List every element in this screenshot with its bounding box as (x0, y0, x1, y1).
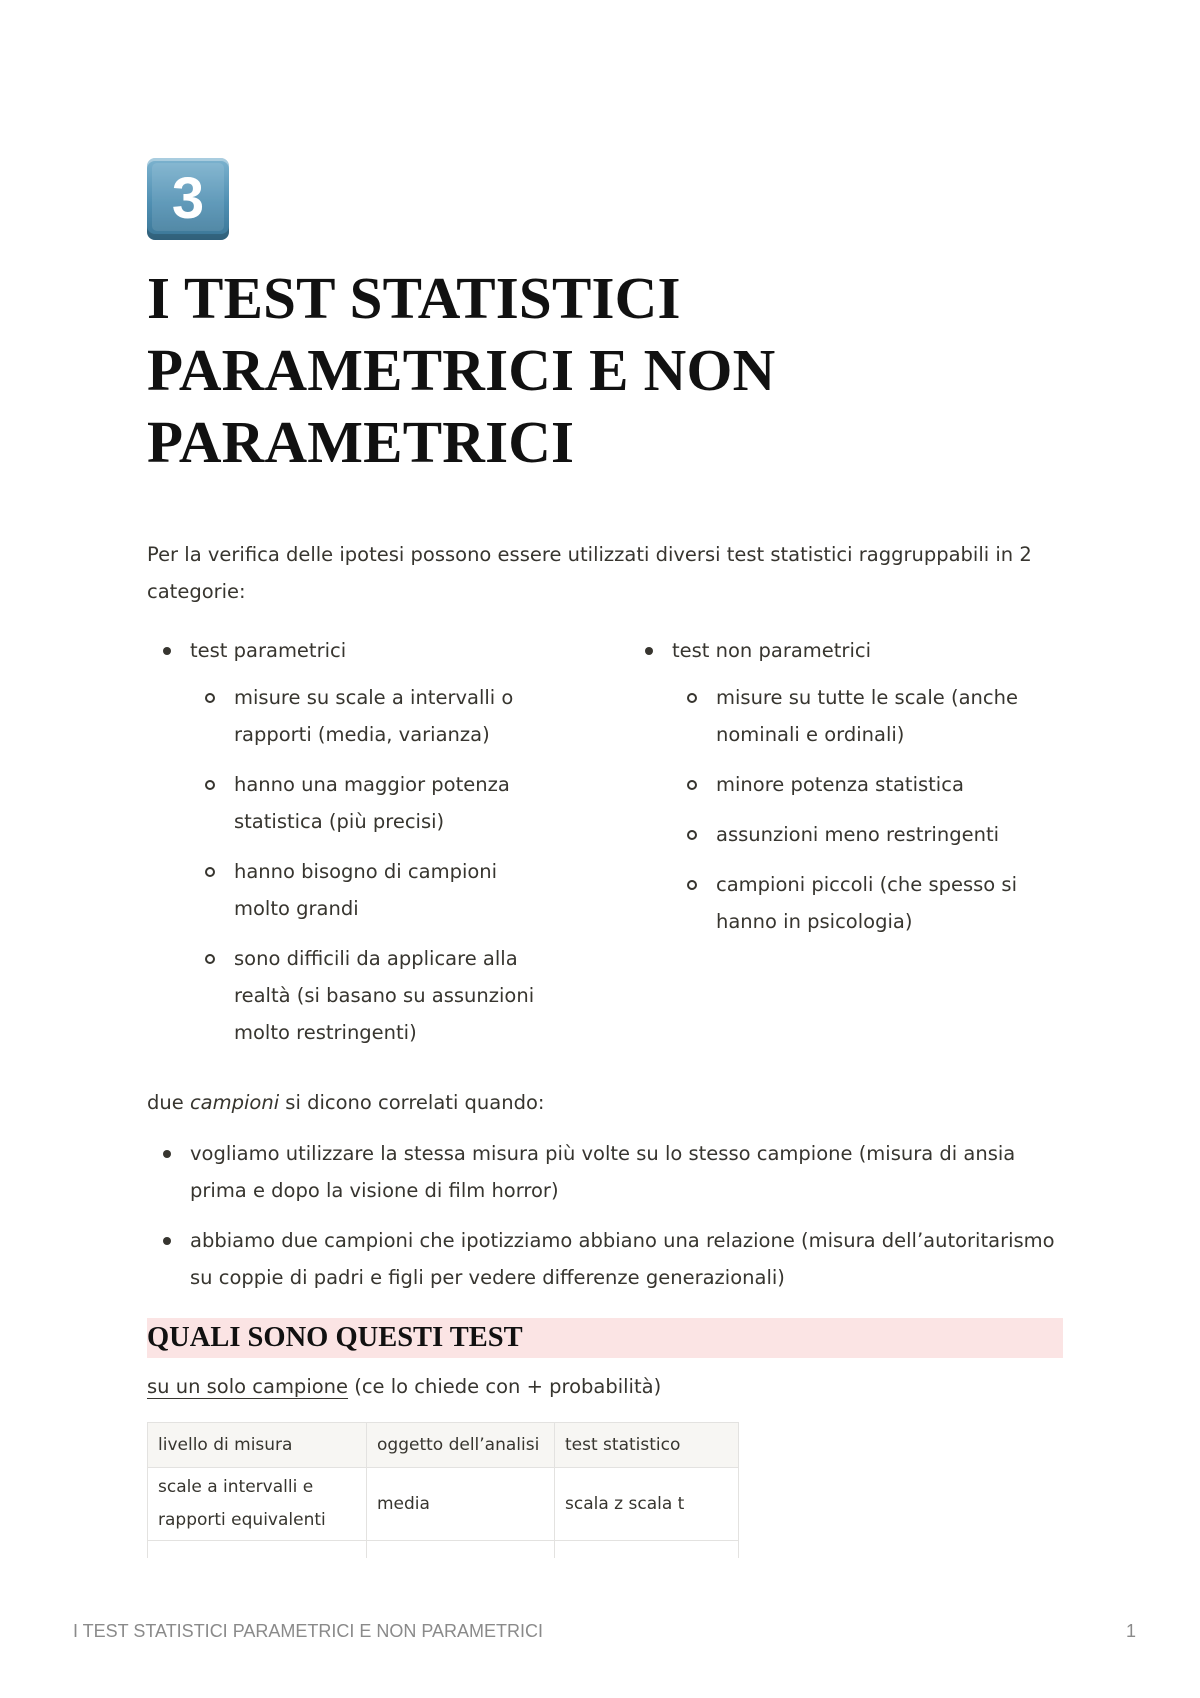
sublist-item (190, 766, 559, 840)
table-cell: media (367, 1468, 555, 1541)
sublist-item-text: misure su scale a intervalli o rapporti (media, varianza) (234, 686, 514, 746)
sublist-item-text: assunzioni meno restringenti (716, 823, 1000, 846)
table-row-continued (148, 1541, 739, 1559)
underlined-text: su un solo campione (147, 1375, 349, 1398)
list-item-text: abbiamo due campioni che ipotizziamo abbiano una relazione (misura dell’autoritarismo su coppie di padri e figli per vedere differenze generazionali) (190, 1229, 1055, 1289)
table-header-row (148, 1423, 739, 1468)
column-non-parametric (629, 632, 1063, 1064)
sublist-item-text: campioni piccoli (che spesso si hanno in psicologia) (716, 873, 1018, 933)
list-item (147, 1222, 1063, 1296)
text-segment: due (147, 1091, 190, 1114)
table-header-cell: test statistico (555, 1423, 739, 1468)
sublist-item (672, 866, 1036, 940)
correlated-samples-paragraph (147, 1084, 1063, 1121)
two-column-list (147, 632, 1063, 1064)
footer-page-number: 1 (1125, 1621, 1136, 1641)
text-segment: si dicono correlati quando: (279, 1091, 545, 1114)
bullet-icon (163, 1237, 171, 1245)
list-item-parametric (147, 632, 629, 1051)
title-line-1: I TEST STATISTICI (147, 265, 681, 331)
sublist-item (190, 679, 559, 753)
bullet-icon (163, 647, 171, 655)
page-title (147, 262, 1063, 478)
sublist-item-text: hanno bisogno di campioni molto grandi (234, 860, 498, 920)
sublist-item-text: minore potenza statistica (716, 773, 964, 796)
hollow-bullet-icon (687, 780, 697, 790)
non-parametric-list (629, 632, 1063, 940)
table-cell (555, 1541, 739, 1559)
bullet-icon (645, 647, 653, 655)
table-cell: scale a intervalli e rapporti equivalenti (148, 1468, 367, 1541)
document-page (147, 158, 1063, 1558)
correlated-samples-list (147, 1135, 1063, 1296)
sublist-item-text: sono difficili da applicare alla realtà (si basano su assunzioni molto restringenti) (234, 947, 535, 1044)
list-item-text: vogliamo utilizzare la stessa misura più volte su lo stesso campione (misura di ansia prima e dopo la visione di film horror) (190, 1142, 1016, 1202)
intro-paragraph: Per la verifica delle ipotesi possono essere utilizzati diversi test statistici raggruppabili in 2 categorie: (147, 543, 1032, 603)
list-item-non-parametric (629, 632, 1063, 940)
table-cell (148, 1541, 367, 1559)
hollow-bullet-icon (687, 693, 697, 703)
hollow-bullet-icon (687, 830, 697, 840)
sublist-item (672, 766, 1036, 803)
sublist-item (190, 853, 559, 927)
hollow-bullet-icon (205, 693, 215, 703)
hollow-bullet-icon (205, 954, 215, 964)
section-subtitle (147, 1368, 1063, 1405)
keycap-three-icon (147, 158, 229, 240)
list-item-label: test non parametrici (672, 639, 871, 662)
non-parametric-sublist (672, 679, 1063, 940)
sublist-item-text: misure su tutte le scale (anche nominali e ordinali) (716, 686, 1018, 746)
section-heading: QUALI SONO QUESTI TEST (147, 1318, 1063, 1358)
keycap-digit: 3 (171, 166, 205, 231)
text-segment: (ce lo chiede con + probabilità) (348, 1375, 662, 1398)
hollow-bullet-icon (687, 880, 697, 890)
sublist-item-text: hanno una maggior potenza statistica (più precisi) (234, 773, 510, 833)
table-cell (367, 1541, 555, 1559)
sublist-item (672, 816, 1036, 853)
table-header-cell: oggetto dell’analisi (367, 1423, 555, 1468)
emphasis-text: campioni (189, 1091, 280, 1114)
sublist-item (672, 679, 1036, 753)
title-line-3: PARAMETRICI (147, 409, 575, 475)
table-row (148, 1468, 739, 1541)
hollow-bullet-icon (205, 867, 215, 877)
tests-table (147, 1422, 739, 1558)
hollow-bullet-icon (205, 780, 215, 790)
list-item (147, 1135, 1063, 1209)
table-header-cell: livello di misura (148, 1423, 367, 1468)
column-parametric (147, 632, 629, 1064)
bullet-icon (163, 1150, 171, 1158)
table-cell: scala z scala t (555, 1468, 739, 1541)
parametric-sublist (190, 679, 629, 1051)
footer-title: I TEST STATISTICI PARAMETRICI E NON PARAMETRICI (73, 1621, 544, 1641)
parametric-list (147, 632, 629, 1051)
title-line-2: PARAMETRICI E NON (147, 337, 776, 403)
sublist-item (190, 940, 559, 1051)
list-item-label: test parametrici (190, 639, 347, 662)
